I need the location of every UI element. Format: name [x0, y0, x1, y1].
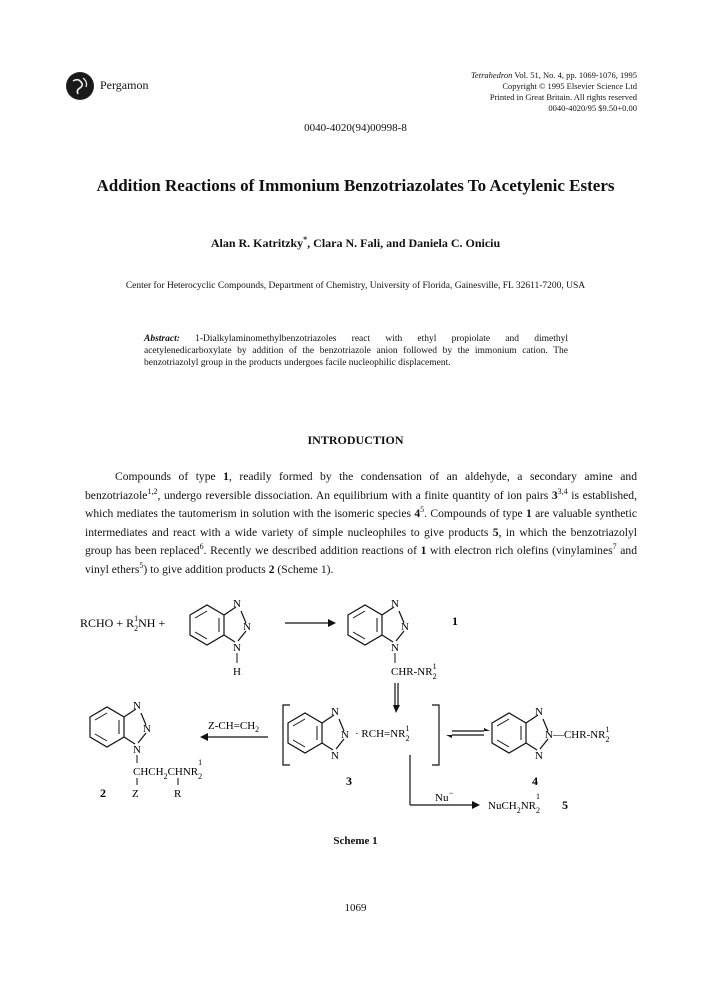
scheme-caption: Scheme 1 — [333, 835, 378, 847]
atom-z: Z — [132, 788, 139, 800]
intro-text: ) to give addition products — [143, 562, 269, 576]
iminium-label: · $RCH=NR_21$ — [355, 724, 410, 743]
intro-text: is established, which mediates the tautomerism in solution with the isomeric species — [85, 488, 637, 520]
page-number: 1069 — [344, 902, 367, 914]
atom-n: N — [233, 598, 241, 610]
author-corresponding: Alan R. Katritzky — [210, 236, 304, 250]
chr-nr-label: CHR-$NR_21$ — [391, 662, 437, 681]
atom-n: N — [133, 700, 141, 712]
compound-2-structure — [90, 700, 202, 800]
compound-1-structure — [348, 598, 437, 681]
intro-text: Compounds of type — [115, 470, 224, 483]
atom-n: N — [391, 642, 399, 654]
nucleophile-arrow — [410, 755, 480, 809]
chain-label: $CHCH_2CHNR_21$ — [133, 758, 203, 781]
atom-n: N — [133, 744, 141, 756]
copyright-line: Copyright © 1995 Elsevier Science Ltd — [502, 81, 637, 91]
intro-text: with electron rich olefins (vinylamines — [426, 544, 613, 557]
atom-n: N — [331, 706, 339, 718]
compound-ref: 5 — [492, 525, 499, 539]
doi: 0040-4020(94)00998-8 — [304, 122, 407, 134]
journal-citation — [471, 70, 637, 81]
atom-n: N — [391, 598, 399, 610]
equilibrium-arrow-horizontal — [446, 728, 490, 738]
intro-text: , readily formed by the condensation of an aldehyde, a secondary amine and benzotriazole — [85, 470, 638, 502]
paper-title: Addition Reactions of Immonium Benzotriazolates To Acetylenic Esters — [96, 176, 615, 195]
chr-nr-label-4: $N—CHR-NR_21$ — [545, 725, 610, 744]
atom-n: N — [535, 706, 543, 718]
compound-ref: 1 — [223, 470, 229, 483]
label-2: 2 — [100, 786, 106, 800]
journal-info — [471, 70, 637, 114]
abstract-text: 1-Dialkylaminomethylbenzotriazoles react with ethyl propiolate and dimethyl acetylenedicarboxylate by addition of the benzotriazole anion followed by the immonium cation. The benzotriazolyl group in the products undergoes facile nucleophilic displacement. — [144, 334, 568, 368]
issn-line: 0040-4020/95 $9.50+0.00 — [548, 103, 637, 113]
printed-line: Printed in Great Britain. All rights reserved — [489, 92, 637, 102]
intro-text: (Scheme 1). — [274, 562, 334, 576]
atom-n: N — [341, 729, 349, 741]
compound-ref: 1 — [420, 544, 427, 557]
authors — [0, 236, 711, 251]
intro-text: . Compounds of type — [424, 507, 526, 520]
abstract — [144, 333, 568, 369]
benzotriazole-structure — [190, 598, 251, 678]
reaction-arrow-left — [200, 720, 268, 741]
citation: 7 — [612, 542, 617, 552]
label-4: 4 — [532, 774, 538, 788]
section-heading: INTRODUCTION — [307, 433, 404, 447]
label-5: 5 — [562, 798, 568, 812]
affiliation: Center for Heterocyclic Compounds, Department of Chemistry, University of Florida, Gainesville, FL 32611-7200, USA — [125, 281, 586, 291]
compound-ref: 3 — [551, 488, 558, 502]
citation: 3,4 — [557, 486, 568, 496]
compound-ref: 1 — [525, 507, 532, 520]
publisher-name: Pergamon — [100, 78, 149, 92]
abstract-label: Abstract: — [144, 334, 180, 344]
atom-n: N — [535, 750, 543, 762]
nu-label: Nu− — [435, 788, 454, 804]
intro-paragraph — [85, 468, 637, 579]
corresponding-star: * — [303, 235, 308, 244]
atom-n: N — [401, 621, 409, 633]
compound-3-structure — [283, 705, 439, 765]
citation: 1,2 — [147, 486, 158, 496]
intro-text: and vinyl ethers — [85, 544, 638, 576]
atom-n: N — [233, 642, 241, 654]
intro-text: are valuable synthetic intermediates and react with a wide variety of simple nucleophiles to give products — [85, 507, 638, 539]
compound-ref: 4 — [414, 507, 421, 520]
zch-label: $Z-CH=CH_2$ — [208, 720, 260, 734]
citation: 6 — [199, 542, 204, 552]
compound-4-structure — [492, 706, 610, 762]
pergamon-logo — [66, 72, 94, 100]
atom-r: R — [174, 788, 182, 800]
journal-volume: Vol. 51, No. 4, pp. 1069-1076, 1995 — [512, 70, 637, 80]
atom-n: N — [143, 723, 151, 735]
equilibrium-arrow-icon — [393, 683, 400, 713]
scheme-1-diagram — [80, 585, 640, 825]
label-3: 3 — [346, 774, 352, 788]
journal-name: Tetrahedron — [470, 70, 513, 80]
author-others: , Clara N. Fali, and Daniela C. Oniciu — [307, 236, 501, 250]
citation: 5 — [139, 560, 144, 570]
intro-text: , in which the benzotriazolyl group has been replaced — [85, 525, 637, 557]
atom-n: N — [331, 750, 339, 762]
citation: 5 — [420, 505, 425, 515]
globe-icon — [66, 72, 94, 100]
label-1: 1 — [452, 614, 458, 628]
reagent-rcho: RCHO + $R_21NH$ + — [80, 614, 166, 633]
product-5-label: $NuCH_2NR_21$ — [488, 792, 541, 815]
intro-text: . Recently we described addition reactions of — [203, 544, 421, 557]
atom-n: N — [243, 621, 251, 633]
reagents — [80, 614, 165, 633]
compound-ref: 2 — [268, 562, 275, 576]
arrow-right-icon — [285, 619, 336, 627]
atom-h: H — [233, 666, 241, 678]
intro-text: , undergo reversible dissociation. An equilibrium with a finite quantity of ion pairs — [157, 488, 552, 502]
